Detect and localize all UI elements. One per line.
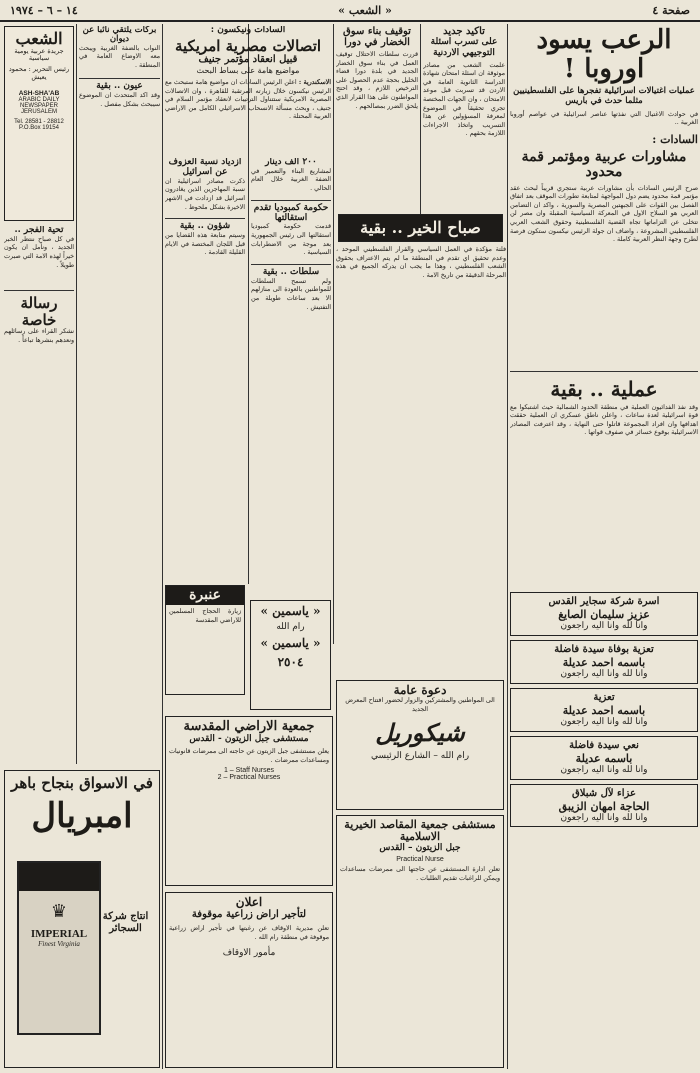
land-title: اعلان [235,895,263,909]
hospital-ad [336,815,504,1068]
yasmeen-ad [250,600,331,710]
lead-article-title: مشاورات عربية ومؤتمر قمة محدود [521,148,687,181]
c1-title: اسرة شركة سجاير القدس [548,596,660,607]
lead-body: صرح الرئيس السادات بأن مشاورات عربية ستجري قريباً لبحث عقد مؤتمر قمة محدود يضم دول المواجهة لمتابعة تطورات الموقف بعد اتفاق الفصل بين القوات على الجبهتين المصرية والسورية ، واكد ان التضامن العربي هو السلاح الاول في المعركة السياسية المقبلة وان مصر لن تتخلى عن التزاماتها تجاه القضية الفلسطينية وحقوق الشعب العربي الفلسطيني المشروعة ، واضاف ان جولة الرئيس نيكسون ستكون فرصة لطرح وجهة النظر العربية كاملة . [510,184,698,244]
sadat-subtitle: قبيل انعقاد مؤتمر جنيف [198,54,298,66]
sabah-body: فلتة مؤكدة في العمل السياسي والقرار الفلسطيني الموحد ، وعدم تحقيق اي تقدم في المنطقة ما لم يتم الاعتراف بحقوق الشعب الفلسطيني ، وهذا ما يجب ان يدركه الجميع في هذه المرحلة الدقيقة من تاريخ الامة . [336,246,506,279]
dura-body: قررت سلطات الاحتلال توقيف العمل في بناء سوق الخضار الجديد في بلدة دورا قضاء الخليل بحجة عدم الحصول على الترخيص اللازم ، وقد احتج المواطنون على هذا القرار الذي يلحق الضرر بمصالحهم . [336,51,418,110]
sadat-sub2: مواضيع هامة على بساط البحث [196,66,300,76]
anbar-body: زيارة الحجاج المسلمين للاراضي المقدسة [169,608,241,624]
c3-title: تعزية [593,691,615,703]
sidebar-body-1: النواب بالضفة الغربية ويبحث معه الاوضاع العامة في المنطقة . [79,44,160,69]
c5-line: وانا لله وانا اليه راجعون [560,812,648,823]
mid-column-left [165,158,245,578]
sidebar-column [79,26,160,766]
amaliya-title: عملية .. بقية [510,371,698,400]
sidebar-title-1: بركات يلتقي نائباً عن ديوان [82,26,157,45]
sadat-body-text: اعلن الرئيس السادات ان مواضيع هامة ستبحث مع الرئيس نيكسون خلال زيارته المرتقبة للقاهرة ، وان الاتصالات المصرية الامريكية ستتناول الترتيبات لانعقاد مؤتمر السلام في جنيف ، وبحث مسألة الانسحاب الاسرائيلي الكامل من الاراضي العربية المحتلة . [165,78,331,121]
cig-brand: امبريال [31,795,133,836]
sadat-body [165,79,331,122]
condolence-2 [510,640,698,684]
assoc-en-1: 1 – Staff Nurses [223,767,275,775]
yasmeen-place: رام الله [276,622,305,633]
amaliya-body: وقد نفذ الفدائيون العملية في منطقة الحدود الشمالية حيث اشتبكوا مع قوة اسرائيلية لعدة ساعات ، واعلن ناطق عسكري ان العملية حققت اهدافها وان افراد المجموعة قاتلوا حتى النهاية ، وقد اعترفت المصادر الاسرائيلية بوقوع خسائر في صفوف قواتها . [510,403,698,437]
sidebar-body-3: في كل صباح ننتظر الخبر الجديد ، ونأمل ان يكون خيراً لهذه الامة التي صبرت طويلاً . [4,235,74,269]
article-tawjihi [423,26,505,211]
tawjihi-subtitle: على تسرب اسئلة التوجيهي الاردنية [430,37,498,58]
c1-name: عزيز سليمان الصايغ [558,608,650,621]
mid-title-5: سلطات .. بقية [251,264,331,278]
mid-body-3: قدمت حكومة كمبوديا استقالتها الى رئيس الجمهورية بعد موجة من الاضطرابات السياسية . [251,223,331,257]
cig-note: انتاج شركة السجائر [102,911,149,934]
anbar-ad [165,585,245,695]
assoc-ad [165,716,333,886]
masthead-eng2: ARABIC DAILY NEWSPAPER [18,96,60,109]
invite-body: الى المواطنين والمشتركين والزوار لحضور افتتاح المعرض الجديد [345,697,495,713]
sadat-nixon-article [165,26,331,156]
condolence-4 [510,736,698,780]
land-subtitle: لتأجير اراض زراعية موقوفة [191,909,307,921]
cigarette-pack-image [17,861,101,1035]
lead-story [510,26,698,586]
lead-teaser: في حوادث الاغتيال التي نفذتها عناصر اسرائيلية في عواصم أوروبا الغربية .. [510,110,698,127]
assoc-body: يعلن مستشفى جبل الزيتون عن حاجته الى ممرضات قانونيات ومساعدات ممرضات . [169,748,329,764]
article-dura-market [336,26,418,211]
sidebar-title-2: عيون .. بقية [79,78,160,92]
hospital-title: مستشفى جمعية المقاصد الخيرية الاسلامية [344,818,496,844]
masthead-publisher: رئيس التحرير : محمود يعيش [8,65,70,81]
tawjihi-body: علمت الشعب من مصادر موثوقة ان اسئلة امتحان شهادة الدراسة الثانوية العامة في الاردن قد تسربت قبل موعد الامتحان ، وان الجهات المختصة تجري تحقيقاً في الموضوع لمعرفة المسؤولين عن هذا التسريب واتخاذ الاجراءات اللازمة بحقهم . [423,61,505,138]
c2-line: وانا لله وانا اليه راجعون [560,668,648,679]
sadat-place: الاسكندرية : [298,78,331,86]
sidebar-title-4: رسالة خاصة [4,290,74,328]
c4-line: وانا لله وانا اليه راجعون [560,764,648,775]
c4-name: باسمه عديلة [575,751,633,765]
crest-icon: ♛ [50,901,68,922]
masthead-phone: Tel. 28581 - 28812 [14,118,64,125]
masthead-desc: جريدة عربية يومية سياسية [14,46,64,63]
page-header [0,0,700,22]
hospital-body: تعلن ادارة المستشفى عن حاجتها الى ممرضات مساعدات ويمكن للراغبات تقديم الطلبات . [340,865,500,882]
mid-body-2: ذكرت مصادر اسرائيلية ان نسبة المهاجرين الذين يغادرون اسرائيل قد ازدادت في الاشهر الاخيرة بشكل ملحوظ . [165,177,245,211]
condolences-column [510,592,698,1068]
c3-name: باسمه احمد عديلة [562,703,646,717]
assoc-subtitle: مستشفى جبل الزيتون - القدس [189,734,309,745]
assoc-en-2: 2 – Practical Nurses [217,774,281,782]
mid-column-right [251,158,331,578]
land-sign: مأمور الاوقاف [222,948,276,959]
sidebar-body-4: نشكر القراء على رسائلهم ونعدهم بنشرها تباعاً . [4,328,74,344]
c5-title: عزاء لآل شبلاق [571,787,637,799]
masthead-box [4,26,74,221]
invite-ad [336,680,504,810]
cig-slogan: في الاسواق بنجاح باهر [11,774,153,792]
c2-name: باسمه احمد عديلة [562,655,646,669]
hospital-subtitle: جبل الزيتون – القدس [379,843,461,854]
sidebar-body-2: وقد اكد المتحدث ان الموضوع سيبحث بشكل مفصل . [79,92,160,108]
c1-line: وانا لله وانا اليه راجعون [560,621,648,632]
mid-body-1: لمشاريع البناء والتعمير في الضفة الغربية خلال العام الحالي . [251,167,331,193]
assoc-title: جمعية الاراضي المقدسة [183,719,315,734]
tawjihi-title: تأكيد جديد [443,26,485,37]
mid-title-1: ٢٠٠ الف دينار [265,158,317,167]
c4-title: نعي سيدة فاضلة [569,739,639,751]
sadat-kicker: السادات ونيكسون : [210,26,286,35]
hospital-en: Practical Nurse [396,855,444,863]
lead-title: الرعب يسود اوروبا ! [536,26,672,84]
newspaper-name: « الشعب » [338,3,392,17]
cig-en: IMPERIAL [30,928,88,940]
condolence-5 [510,784,698,828]
masthead-eng1: ASH-SHA'AB [18,89,60,97]
sidebar-far-left [4,226,74,766]
cigarette-ad [4,770,160,1068]
lead-subtitle: عمليات اغتيالات اسرائيلية تفجرها على الفلسطينيين مثلما حدث في باريس [513,86,695,107]
condolence-1 [510,592,698,636]
yasmeen-number: ٢٥٠٤ [277,655,304,670]
masthead-box-number: P.O.Box 19154 [19,124,59,131]
yasmeen-2: « ياسمين » [260,635,321,650]
c5-name: الحاجة امهان الزيبق [558,799,650,813]
condolence-3 [510,688,698,732]
sabah-banner: صباح الخير .. بقية [338,214,503,242]
mid-body-4: وسيتم متابعة هذه القضايا من قبل اللجان المختصة في الايام القليلة القادمة . [165,232,245,257]
c3-line: وانا لله وانا اليه راجعون [560,716,648,727]
cig-en2: Finest Virginia [38,940,80,948]
masthead-name: الشعب [15,29,63,48]
issue-date: ١٤ – ٦ – ١٩٧٤ [10,3,78,17]
yasmeen-1: « ياسمين » [260,604,321,618]
mid-body-5: ولم تسمح السلطات للمواطنين بالعودة الى منازلهم الا بعد ساعات طويلة من التفتيش . [251,277,331,311]
invite-title: دعوة عامة [393,683,447,697]
mid-title-4: شؤون .. بقية [165,218,245,232]
page-label: صفحة ٤ [652,3,690,17]
brand-address: رام الله – الشارع الرئيسي [370,750,470,761]
sadat-title: اتصالات مصرية امريكية [174,36,322,55]
land-body: تعلن مديرية الاوقاف عن رغبتها في تأجير اراض زراعية موقوفة في منطقة رام الله . [169,925,329,941]
c2-title: تعزية بوفاة سيدة فاضلة [554,643,654,655]
brand-name: شيكوريل [375,718,465,748]
sabah-article [336,246,506,436]
sidebar-title-3: تحية الفجر .. [14,226,64,235]
mid-title-2: ازدياد نسبة العزوف عن اسرائيل [168,158,242,177]
lead-section: السادات : [652,132,698,146]
masthead-eng3: JERUSALEM [20,108,57,115]
anbar-title: عنبرة [166,586,244,605]
mid-title-3: حكومة كمبوديا تقدم استقالتها [251,200,331,224]
land-ad [165,892,333,1068]
dura-title: توقيف بناء سوق الخضار في دورا [343,26,411,48]
